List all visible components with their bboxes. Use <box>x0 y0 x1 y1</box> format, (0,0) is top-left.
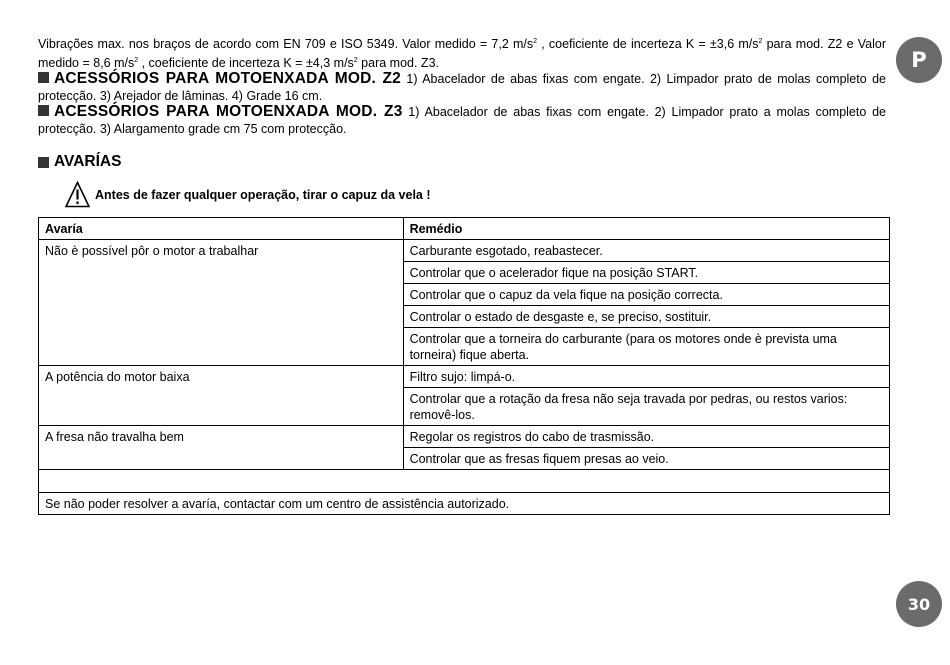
section-heading <box>38 153 886 171</box>
fault-cell: Não è possível pôr o motor a trabalhar <box>39 240 404 366</box>
table-row <box>39 426 890 448</box>
empty-cell <box>39 470 890 493</box>
warning-note <box>65 181 886 208</box>
remedy-cell: Controlar que a torneira do carburante (para os motores onde è prevista uma torneira) fique aberta. <box>403 328 889 366</box>
remedy-cell: Regolar os registros do cabo de trasmissão. <box>403 426 889 448</box>
remedy-cell: Controlar o estado de desgaste e, se preciso, sostituir. <box>403 306 889 328</box>
table-row <box>39 240 890 262</box>
square-bullet-icon <box>38 157 49 168</box>
table-row <box>39 366 890 388</box>
remedy-cell: Controlar que a rotação da fresa não seja travada por pedras, ou restos varios: removê-los. <box>403 388 889 426</box>
remedy-cell: Controlar que as fresas fiquem presas ao veio. <box>403 448 889 470</box>
accessories-z3-text: 1) Abacelador de abas fixas com engate. 2) Limpador prato a molas completo de protecção. 3) Alargamento grade cm 75 com protecção. <box>38 105 887 136</box>
table-footer-row <box>39 493 890 515</box>
remedy-cell: Controlar que o capuz da vela fique na posição correcta. <box>403 284 889 306</box>
table-header-row <box>39 218 890 240</box>
warning-text: Antes de fazer qualquer operação, tirar o capuz da vela ! <box>95 187 431 202</box>
warning-triangle-icon <box>65 181 90 208</box>
troubleshooting-table <box>38 217 890 515</box>
fault-cell: A fresa não travalha bem <box>39 426 404 470</box>
square-bullet-icon <box>38 105 49 116</box>
header-fault: Avaría <box>39 218 404 240</box>
accessories-z3-title: ACESSÓRIOS PARA MOTOENXADA MOD. Z3 <box>54 103 403 120</box>
square-bullet-icon <box>38 72 49 83</box>
accessories-z3 <box>38 104 886 137</box>
empty-row <box>39 470 890 493</box>
section-title: AVARÍAS <box>54 153 122 170</box>
accessories-z2-title: ACESSÓRIOS PARA MOTOENXADA MOD. Z2 <box>54 70 401 87</box>
accessories-z2-text: 1) Abacelador de abas fixas com engate. 2) Limpador prato de molas completo de protecção. 3) Arejador de lâminas. 4) Grade 16 cm. <box>38 72 886 103</box>
remedy-cell: Filtro sujo: limpá-o. <box>403 366 889 388</box>
fault-cell: A potência do motor baixa <box>39 366 404 426</box>
remedy-cell: Carburante esgotado, reabastecer. <box>403 240 889 262</box>
remedy-cell: Controlar que o acelerador fique na posição START. <box>403 262 889 284</box>
page-number: 30 <box>896 581 942 627</box>
page-content <box>38 34 886 515</box>
footer-cell: Se não poder resolver a avaría, contactar com um centro de assistência autorizado. <box>39 493 890 515</box>
accessories-z2 <box>38 71 886 104</box>
header-remedy: Remédio <box>403 218 889 240</box>
vibration-paragraph: Vibrações max. nos braços de acordo com EN 709 e ISO 5349. Valor medido = 7,2 $m/s^2$ , coeficiente de incerteza K = ±3,6 $m/s^2$ para mod. Z2 e Valor medido = 8,6 $m/s^2$ , coeficiente de incerteza K = ±4,3 $m/s^2$ para mod. Z3. <box>38 37 886 70</box>
language-tab: P <box>896 37 942 83</box>
